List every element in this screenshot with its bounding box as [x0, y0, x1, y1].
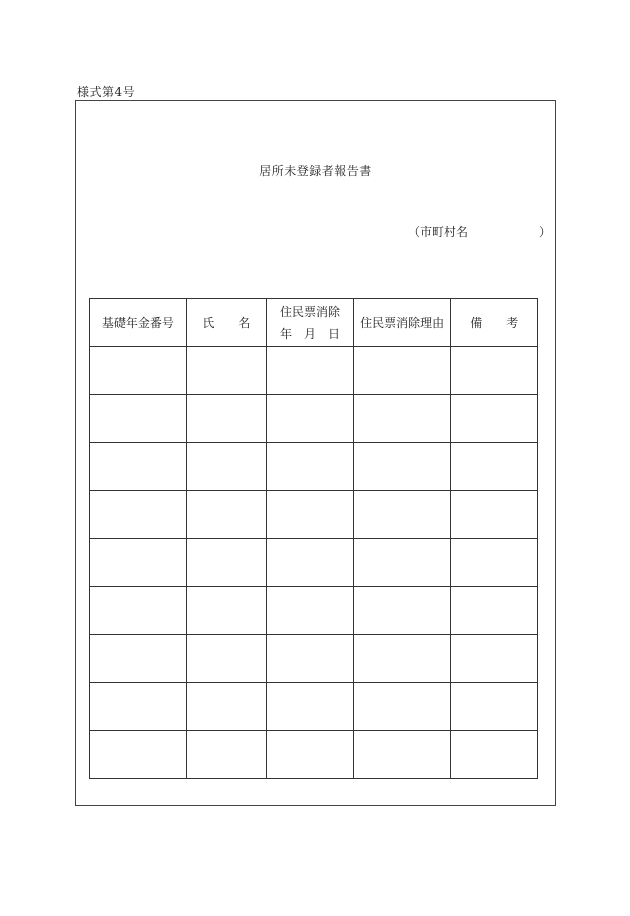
- header-remarks-label: 備 考: [470, 316, 519, 330]
- header-remarks: [451, 299, 538, 347]
- pension-number-cell[interactable]: [90, 635, 187, 683]
- removal-reason-cell[interactable]: [353, 731, 451, 779]
- municipality-close-paren: ）: [538, 225, 551, 239]
- name-cell[interactable]: [186, 443, 267, 491]
- municipality-field[interactable]: [408, 223, 551, 240]
- removal-date-cell[interactable]: [267, 539, 354, 587]
- removal-reason-cell[interactable]: [353, 347, 451, 395]
- name-cell[interactable]: [186, 731, 267, 779]
- remarks-cell[interactable]: [451, 491, 538, 539]
- pension-number-cell[interactable]: [90, 587, 187, 635]
- header-removal-date-line2: 年 月 日: [279, 326, 340, 341]
- table-row: [90, 347, 538, 395]
- removal-date-cell[interactable]: [267, 587, 354, 635]
- remarks-cell[interactable]: [451, 443, 538, 491]
- removal-reason-cell[interactable]: [353, 587, 451, 635]
- removal-date-cell[interactable]: [267, 395, 354, 443]
- removal-date-cell[interactable]: [267, 635, 354, 683]
- form-number: 様式第4号: [77, 85, 136, 99]
- removal-reason-cell[interactable]: [353, 683, 451, 731]
- municipality-label: （市町村名: [408, 225, 469, 239]
- table-row: [90, 539, 538, 587]
- header-removal-date: [267, 299, 354, 347]
- name-cell[interactable]: [186, 491, 267, 539]
- removal-reason-cell[interactable]: [353, 395, 451, 443]
- header-name-label: 氏 名: [202, 316, 251, 330]
- report-table: [89, 298, 538, 779]
- pension-number-cell[interactable]: [90, 443, 187, 491]
- table-row: [90, 683, 538, 731]
- remarks-cell[interactable]: [451, 635, 538, 683]
- removal-reason-cell[interactable]: [353, 539, 451, 587]
- name-cell[interactable]: [186, 539, 267, 587]
- removal-reason-cell[interactable]: [353, 635, 451, 683]
- removal-date-cell[interactable]: [267, 347, 354, 395]
- removal-reason-cell[interactable]: [353, 491, 451, 539]
- header-removal-reason-label: 住民票消除理由: [360, 316, 445, 330]
- remarks-cell[interactable]: [451, 539, 538, 587]
- header-name: [186, 299, 267, 347]
- report-table-body: [90, 347, 538, 779]
- table-header-row: [90, 299, 538, 347]
- name-cell[interactable]: [186, 635, 267, 683]
- pension-number-cell[interactable]: [90, 539, 187, 587]
- table-row: [90, 395, 538, 443]
- header-pension-number-label: 基礎年金番号: [101, 316, 174, 330]
- name-cell[interactable]: [186, 347, 267, 395]
- name-cell[interactable]: [186, 395, 267, 443]
- table-row: [90, 587, 538, 635]
- header-pension-number: [90, 299, 187, 347]
- name-cell[interactable]: [186, 683, 267, 731]
- remarks-cell[interactable]: [451, 395, 538, 443]
- table-row: [90, 635, 538, 683]
- report-title: 居所未登録者報告書: [259, 164, 372, 178]
- removal-date-cell[interactable]: [267, 443, 354, 491]
- table-row: [90, 443, 538, 491]
- header-removal-reason: [353, 299, 451, 347]
- name-cell[interactable]: [186, 587, 267, 635]
- pension-number-cell[interactable]: [90, 491, 187, 539]
- table-row: [90, 491, 538, 539]
- removal-reason-cell[interactable]: [353, 443, 451, 491]
- report-frame: [75, 100, 556, 806]
- table-row: [90, 731, 538, 779]
- remarks-cell[interactable]: [451, 683, 538, 731]
- header-removal-date-line1: 住民票消除: [279, 304, 340, 319]
- removal-date-cell[interactable]: [267, 683, 354, 731]
- removal-date-cell[interactable]: [267, 491, 354, 539]
- remarks-cell[interactable]: [451, 587, 538, 635]
- remarks-cell[interactable]: [451, 731, 538, 779]
- removal-date-cell[interactable]: [267, 731, 354, 779]
- pension-number-cell[interactable]: [90, 731, 187, 779]
- pension-number-cell[interactable]: [90, 683, 187, 731]
- pension-number-cell[interactable]: [90, 395, 187, 443]
- pension-number-cell[interactable]: [90, 347, 187, 395]
- remarks-cell[interactable]: [451, 347, 538, 395]
